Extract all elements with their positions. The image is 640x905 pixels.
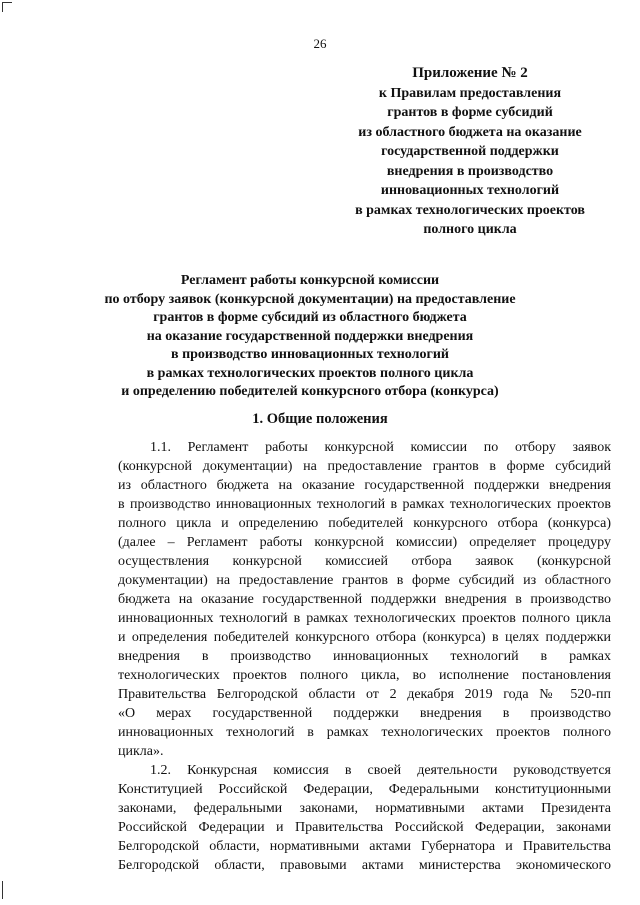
title-line: в производство инновационных технологий xyxy=(171,347,449,362)
text-line: бюджета на оказание государственной поддержки внедрения в производство xyxy=(118,592,611,607)
title-line: по отбору заявок (конкурсной документации) на предоставление xyxy=(104,291,516,307)
appendix-line: инновационных технологий xyxy=(380,183,560,198)
title-line: и определению победителей конкурсного отбора (конкурса) xyxy=(121,384,499,399)
text-line: инновационных технологий в рамках технологических проектов полного xyxy=(118,725,611,740)
page-number: 26 xyxy=(313,36,327,51)
text-line: технологических проектов полного цикла, во исполнение постановления xyxy=(118,668,611,683)
text-line: Белгородской области, правовыми актами министерства экономического xyxy=(118,858,611,873)
text-line: из областного бюджета на оказание государственной поддержки внедрения xyxy=(118,478,611,493)
scan-edge-mark xyxy=(2,881,12,899)
text-line: «О мерах государственной поддержки внедрения в производство xyxy=(118,706,611,721)
text-line: документации) на предоставление грантов в форме субсидий из областного xyxy=(118,573,611,588)
document-body xyxy=(118,438,611,875)
text-line: в производство инновационных технологий в рамках технологических проектов xyxy=(118,497,611,512)
text-line: осуществления конкурсной комиссией отбора заявок (конкурсной xyxy=(118,554,611,569)
appendix-line: из областного бюджета на оказание xyxy=(358,124,582,140)
text-line: (конкурсной документации) на предоставление грантов в форме субсидий xyxy=(118,459,611,474)
text-line: и определения победителей конкурсного отбора (конкурса) в целях поддержки xyxy=(118,630,611,645)
text-line: Правительства Белгородской области от 2 декабря 2019 года № 520-пп xyxy=(118,687,611,702)
text-line: инновационных технологий в рамках технологических проектов полного цикла xyxy=(118,611,611,626)
appendix-line: внедрения в производство xyxy=(386,163,554,179)
section-heading: 1. Общие положения xyxy=(252,411,388,427)
text-line: 1.1. Регламент работы конкурсной комиссии по отбору заявок xyxy=(150,440,611,455)
appendix-line: Приложение № 2 xyxy=(412,65,528,81)
document-title xyxy=(60,272,560,402)
text-line: (далее – Регламент работы конкурсной комиссии) определяет процедуру xyxy=(118,535,611,550)
title-line: грантов в форме субсидий из областного бюджета xyxy=(153,310,467,325)
appendix-line: к Правилам предоставления xyxy=(378,85,562,101)
appendix-line: в рамках технологических проектов xyxy=(355,202,585,218)
appendix-line: полного цикла xyxy=(423,222,517,237)
title-line: в рамках технологических проектов полного цикла xyxy=(146,365,474,381)
text-line: Конституцией Российской Федерации, Федеральными конституционными xyxy=(118,782,611,797)
text-line: Российской Федерации и Правительства Российской Федерации, законами xyxy=(118,820,611,835)
scan-corner-mark xyxy=(2,2,12,12)
paragraph-1-1 xyxy=(118,438,611,761)
appendix-line: грантов в форме субсидий xyxy=(387,105,553,120)
text-line: 1.2. Конкурсная комиссия в своей деятельности руководствуется xyxy=(150,763,611,778)
text-line: полного цикла и определению победителей конкурсного отбора (конкурса) xyxy=(118,516,611,531)
text-line: законами, федеральными законами, нормативными актами Президента xyxy=(118,801,611,816)
text-line: Белгородской области, нормативными актами Губернатора и Правительства xyxy=(118,839,611,854)
text-line: внедрения в производство инновационных технологий в рамках xyxy=(118,649,611,664)
appendix-header xyxy=(320,64,620,240)
text-line: цикла». xyxy=(118,744,164,759)
title-line: на оказание государственной поддержки внедрения xyxy=(146,328,474,344)
appendix-line: государственной поддержки xyxy=(381,144,559,159)
title-line: Регламент работы конкурсной комиссии xyxy=(180,273,440,288)
paragraph-1-2 xyxy=(118,761,611,875)
